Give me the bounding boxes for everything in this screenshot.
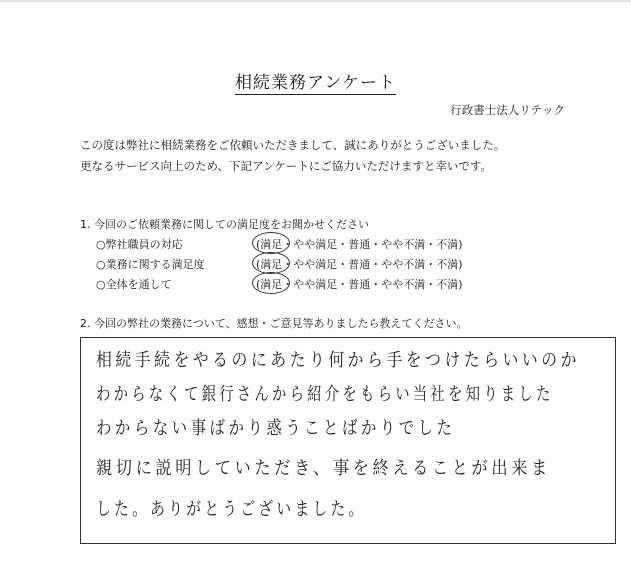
scan-edge <box>0 0 631 2</box>
rating-row-label: ○全体を通して <box>96 278 172 291</box>
rating-options-rest: ・やや満足・普通・やや不満・不満) <box>282 278 463 291</box>
selection-circle <box>252 272 290 294</box>
handwritten-line-2: わからなくて銀行さんから紹介をもらい当社を知りました <box>96 384 554 405</box>
rating-row-staff: ○弊社職員の対応 (満足・やや満足・普通・やや不満・不満) <box>96 238 463 251</box>
company-name: 行政書士法人リテック <box>450 103 565 117</box>
intro-line-2: 更なるサービス向上のため、下記アンケートにご協力いただけますと幸いです。 <box>80 159 492 173</box>
handwritten-line-4: 親切に説明していただき、事を終えることが出来ま <box>96 458 551 479</box>
rating-row-label: ○業務に関する満足度 <box>96 258 205 271</box>
rating-row-overall: ○全体を通して (満足・やや満足・普通・やや不満・不満) <box>96 278 463 291</box>
page-title: 相続業務アンケート <box>235 73 396 93</box>
selection-circle <box>252 252 290 274</box>
rating-option-selected[interactable]: 満足 <box>260 238 283 251</box>
handwritten-line-5: した。ありがとうございました。 <box>96 499 367 520</box>
rating-option-selected[interactable]: 満足 <box>260 278 283 291</box>
rating-row-label: ○弊社職員の対応 <box>96 238 183 251</box>
rating-option-selected[interactable]: 満足 <box>260 258 283 271</box>
question-2: 2. 今回の弊社の業務について、感想・ご意見等ありましたら教えてください。 <box>80 317 468 330</box>
rating-options-rest: ・やや満足・普通・やや不満・不満) <box>282 258 463 271</box>
rating-options-rest: ・やや満足・普通・やや不満・不満) <box>282 238 463 251</box>
handwritten-line-1: 相続手続をやるのにあたり何から手をつけたらいいのか <box>96 350 580 371</box>
handwritten-line-3: わからない事ばかり惑うことばかりでした <box>96 418 456 439</box>
intro-line-1: この度は弊社に相続業務をご依頼いただきまして、誠にありがとうございました。 <box>80 138 506 152</box>
question-1: 1. 今回のご依頼業務に関しての満足度をお聞かせください <box>80 218 369 231</box>
selection-circle <box>252 232 290 254</box>
rating-row-service: ○業務に関する満足度 (満足・やや満足・普通・やや不満・不満) <box>96 258 463 271</box>
